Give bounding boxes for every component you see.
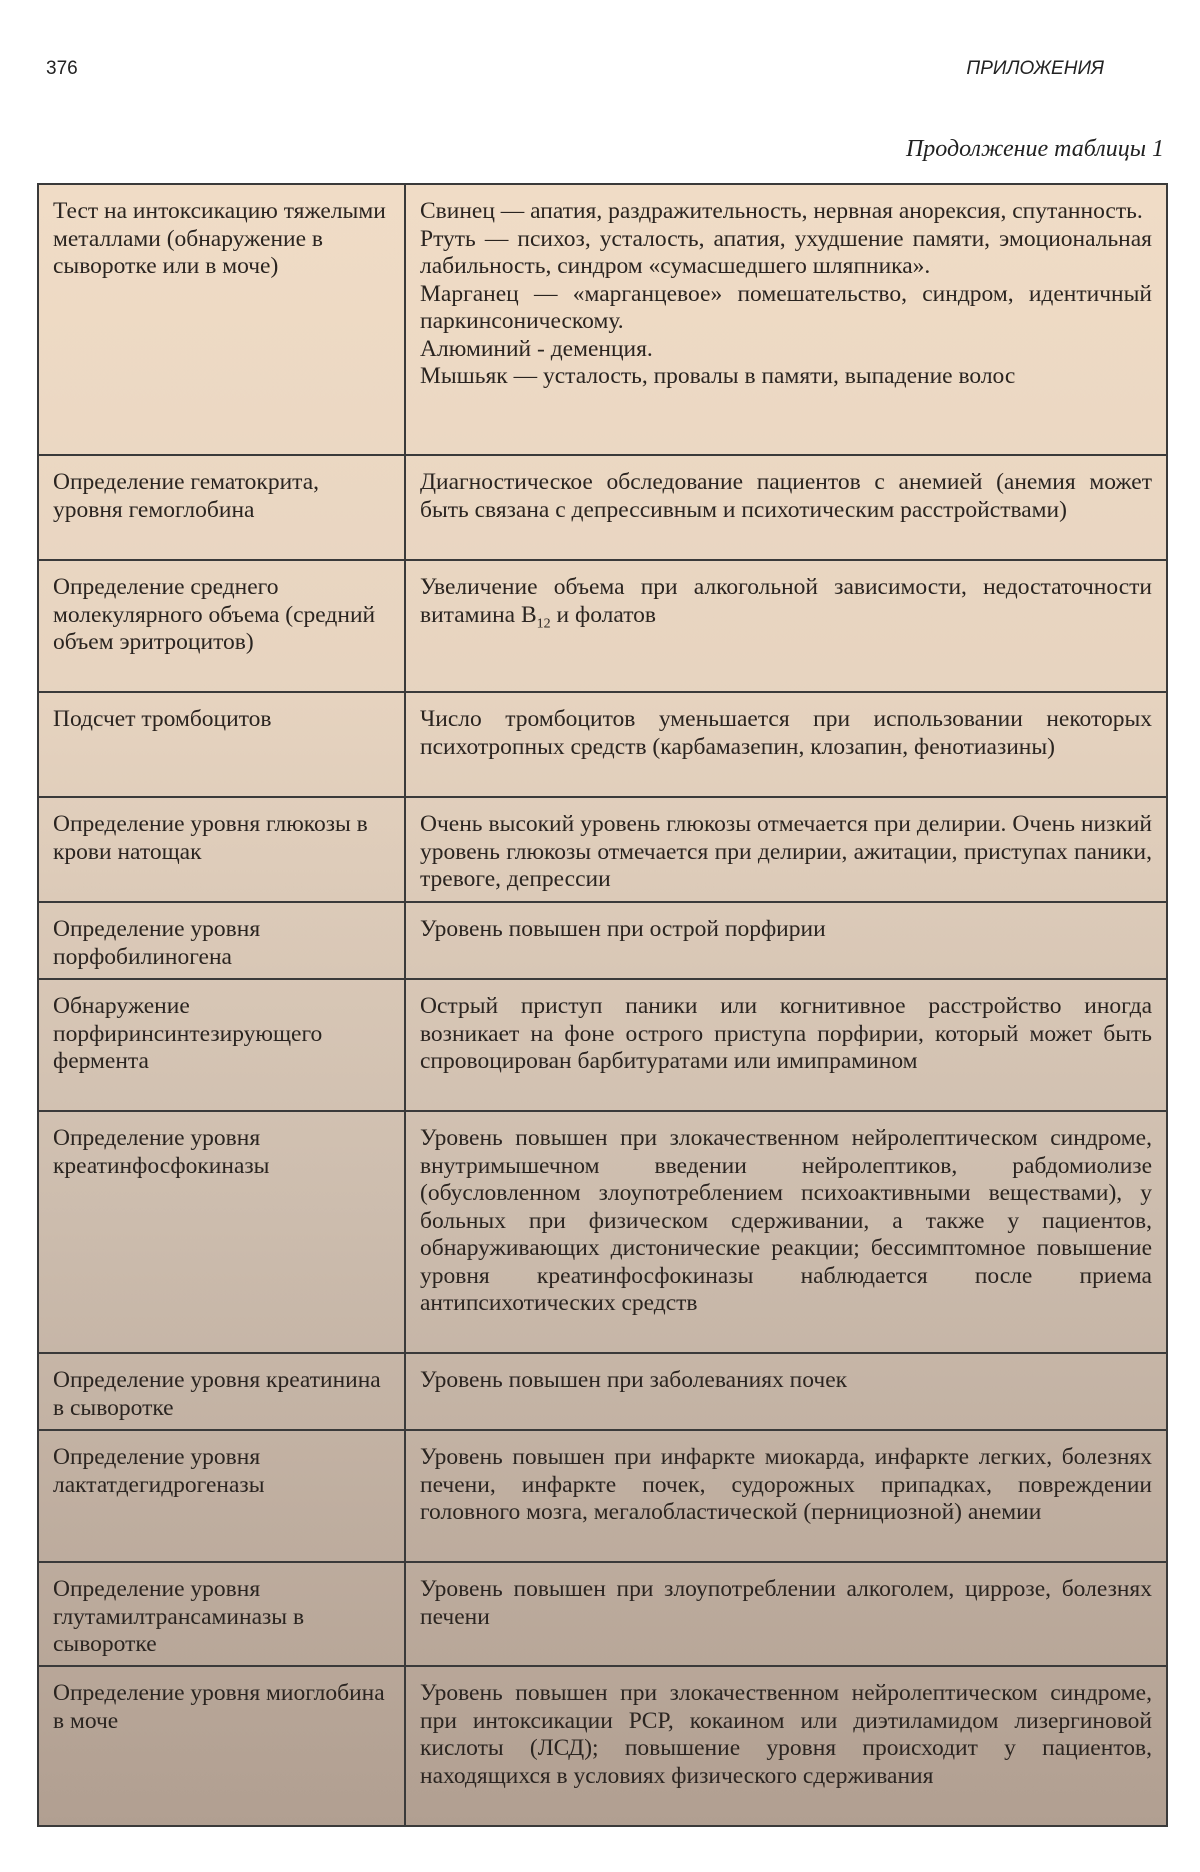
table-row xyxy=(38,455,1167,560)
page-number: 376 xyxy=(46,58,78,79)
test-name-cell: Обнаружение порфиринсинтезирующего фермента xyxy=(38,979,405,1111)
test-description-cell: Диагностическое обследование пациентов с анемией (анемия может быть связана с депрессивным и психотическим расстройствами) xyxy=(405,455,1167,560)
test-name-cell: Определение уровня глутамилтрансаминазы в сыворотке xyxy=(38,1562,405,1666)
test-name-cell: Определение гематокрита, уровня гемоглобина xyxy=(38,455,405,560)
test-description-cell: Уровень повышен при злокачественном нейролептическом синдроме, при интоксикации PCP, кокаином или диэтиламидом лизергиновой кислоты (ЛСД); повышение уровня происходит у пациентов, находящихся в условиях физического сдерживания xyxy=(405,1666,1167,1826)
test-description-cell: Уровень повышен при злокачественном нейролептическом синдроме, внутримышечном введении нейролептиков, рабдомиолизе (обусловленном злоупотреблением психоактивными веществами), у больных при физическом сдерживании, а также у пациентов, обнаруживающих дистонические реакции; бессимптомное повышение уровня креатинфосфокиназы наблюдается после приема антипсихотических средств xyxy=(405,1111,1167,1353)
description-text: и фолатов xyxy=(550,601,657,628)
test-name-cell: Определение уровня лактатдегидрогеназы xyxy=(38,1430,405,1562)
table-row xyxy=(38,979,1167,1111)
test-description-cell: Острый приступ паники или когнитивное расстройство иногда возникает на фоне острого приступа порфирии, который может быть спровоцирован барбитуратами или имипрамином xyxy=(405,979,1167,1111)
test-description-cell: Уровень повышен при злоупотреблении алкоголем, циррозе, болезнях печени xyxy=(405,1562,1167,1666)
subscript: 12 xyxy=(536,616,551,632)
test-description-cell xyxy=(405,184,1167,455)
description-paragraph: Марганец — «марганцевое» помешательство, синдром, идентичный паркинсоническому. xyxy=(420,280,1152,334)
test-name-cell: Определение уровня креатинина в сыворотке xyxy=(38,1353,405,1430)
table-row xyxy=(38,1666,1167,1826)
test-description-cell: Уровень повышен при инфаркте миокарда, инфаркте легких, болезнях печени, инфаркте почек, судорожных припадках, повреждении головного мозга, мегалобластической (пернициозной) анемии xyxy=(405,1430,1167,1562)
description-paragraph: Ртуть — психоз, усталость, апатия, ухудшение памяти, эмоциональная лабильность, синдром «сумасшедшего шляпника». xyxy=(420,225,1152,279)
description-paragraph: Мышьяк — усталость, провалы в памяти, выпадение волос xyxy=(420,363,1016,389)
table-row xyxy=(38,902,1167,979)
test-name-cell: Подсчет тромбоцитов xyxy=(38,692,405,797)
table-row xyxy=(38,797,1167,902)
table-row xyxy=(38,692,1167,797)
test-name-cell: Определение уровня креатинфосфокиназы xyxy=(38,1111,405,1353)
table-row xyxy=(38,560,1167,692)
table-row xyxy=(38,184,1167,455)
table-row xyxy=(38,1430,1167,1562)
test-name-cell: Определение уровня глюкозы в крови натощак xyxy=(38,797,405,902)
description-paragraph: Алюминий - деменция. xyxy=(420,335,653,362)
test-name-cell: Определение уровня миоглобина в моче xyxy=(38,1666,405,1826)
test-description-cell xyxy=(405,560,1167,692)
lab-tests-table xyxy=(37,183,1168,1827)
description-text: Увеличение объема при алкогольной зависимости, недостаточности витамина B xyxy=(420,574,1152,628)
test-description-cell: Уровень повышен при острой порфирии xyxy=(405,902,1167,979)
description-paragraph: Свинец — апатия, раздражительность, нервная анорексия, спутанность. xyxy=(420,198,1143,224)
test-description-cell: Очень высокий уровень глюкозы отмечается при делирии. Очень низкий уровень глюкозы отмечается при делирии, ажитации, приступах паники, тревоге, депрессии xyxy=(405,797,1167,902)
test-name-cell: Тест на интоксикацию тяжелыми металлами (обнаружение в сыворотке или в моче) xyxy=(38,184,405,455)
table-row xyxy=(38,1353,1167,1430)
test-description-cell: Число тромбоцитов уменьшается при использовании некоторых психотропных средств (карбамазепин, клозапин, фенотиазины) xyxy=(405,692,1167,797)
test-name-cell: Определение среднего молекулярного объема (средний объем эритроцитов) xyxy=(38,560,405,692)
table-row xyxy=(38,1111,1167,1353)
running-head: ПРИЛОЖЕНИЯ xyxy=(966,58,1104,79)
test-description-cell: Уровень повышен при заболеваниях почек xyxy=(405,1353,1167,1430)
table-row xyxy=(38,1562,1167,1666)
table-caption: Продолжение таблицы 1 xyxy=(905,136,1164,162)
test-name-cell: Определение уровня порфобилиногена xyxy=(38,902,405,979)
